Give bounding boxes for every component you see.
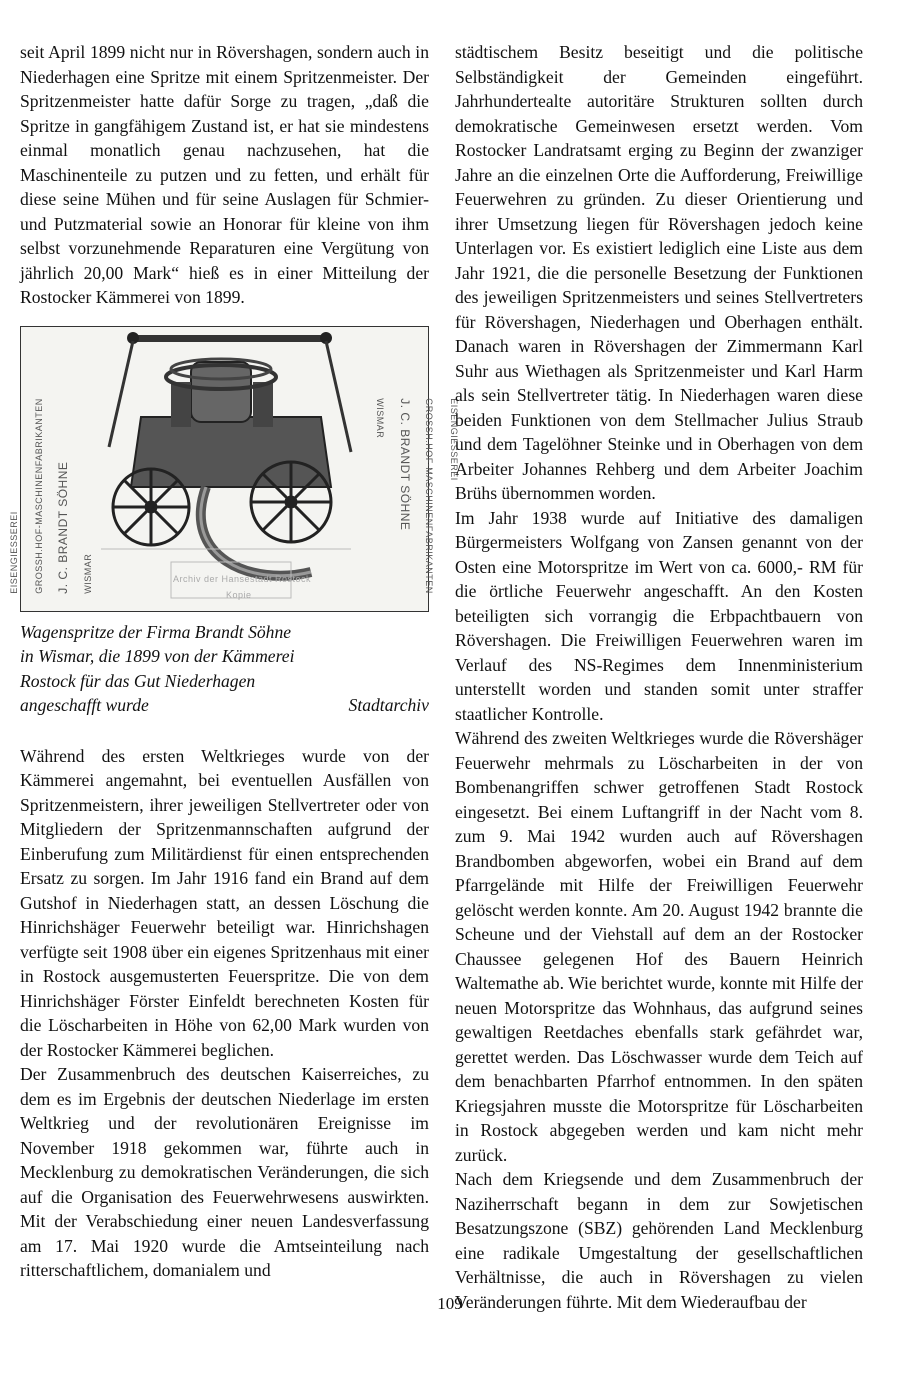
paragraph: Während des zweiten Weltkrieges wurde die Rövershäger Feuerwehr mehrmals zu Löscharbeiten in der von Bombenangriffen schwer getroffenen Stadt Rostock eingesetzt. Bei einem Luftangriff in der Nacht vom 8. zum 9. Mai 1942 wurden auch auf Rövershagen Brandbomben abgeworfen, wobei ein Brand auf dem Pfarrgelände mit Hilfe der Freiwilligen Feuerwehr gelöscht werden konnte. Am 20. August 1942 brannte die Scheune und der Viehstall auf dem an der Rostocker Chaussee gelegenen Hof des Bauern Heinrich Waltemathe ab. Wie berichtet wurde, konnte mit Hilfe der neuen Motorspritze das Wohnhaus, das aufgrund seines gewaltigen Reetdaches ebenfalls stark gefährdet war, gerettet werden. Das Löschwasser wurde dem Teich auf dem benachbarten Pfarrhof entnommen. In den späten Kriegsjahren musste die Motorspritze für Löscharbeiten in Rostock abgegeben werden und kam nicht mehr zurück. (455, 728, 863, 1165)
left-column (8, 40, 459, 1283)
paragraph: Der Zusammenbruch des deutschen Kaiserreiches, zu dem es im Ergebnis der deutschen Niederlage im ersten Weltkrieg und der revolutionären Ereignisse im November 1918 gekommen war, führte auch in Mecklenburg zu demokratischen Veränderungen, die sich auf die Organisation des Feuerwehrwesens auswirkten. Mit der Verabschiedung einer neuen Landesverfassung am 17. Mai 1920 wurde die Amtseinteilung nach ritterschaftlichem, domanialem und (20, 1064, 429, 1280)
paragraph: seit April 1899 nicht nur in Rövershagen, sondern auch in Niederhagen eine Spritze mit einem Spritzenmeister. Der Spritzenmeister hatte dafür Sorge zu tragen, „daß die Spritze in gangfähigem Zustand ist, er hat sie mindestens einmal monatlich genau nachzusehen, hat die Maschinenteile zu putzen und zu fetten, und erhält für diese seine Mühen und für seine Auslagen für Schmier- und Putzmaterial sowie an Honorar für kleine von ihm selbst vorzunehmende Reparaturen eine Vergütung von jährlich 20,00 Mark“ hieß es in einer Mitteilung der Rostocker Kämmerei von 1899. (20, 42, 429, 307)
maker-stamp-right: EISENGIESSEREI GROSSH.HOF-MASCHINENFABRIKANTEN J. C. BRANDT SÖHNE WISMAR (375, 397, 459, 594)
caption-credit: Stadtarchiv (348, 695, 429, 715)
archive-stamp: Archiv der Hansestadt Rostock (173, 573, 312, 584)
paragraph: städtischem Besitz beseitigt und die politische Selbständigkeit der Gemeinden eingeführt. Jahrhundertealte autoritäre Strukturen sollten durch demokratische Gemeinwesen ersetzt werden. Vom Rostocker Landratsamt erging zu Beginn der zwanziger Jahre an die einzelnen Orte die Aufforderung, Freiwillige Feuerwehren zu gründen. Zu dieser Orientierung und ihrer Umsetzung liegen für Rövershagen jedoch keine Unterlagen vor. Es existiert lediglich eine Liste aus dem Jahr 1921, die die personelle Besetzung der Funktionen des jeweiligen Spritzenmeisters und seines Stellvertreters für Rövershagen, Niederhagen und Oberhagen enthält. Danach waren in Rövershagen der Zimmermann Karl Suhr aus Wiethagen als Spritzenmeister und Karl Harm als sein Stellvertreter tätig. In Niederhagen waren diese beiden Funktionen von dem Stellmacher Julius Straub und dem Tagelöhner Steinke und in Oberhagen von dem Arbeiter Johannes Rehberg und dem Arbeiter Joachim Brühs übernommen worden. (455, 42, 863, 503)
caption-credit-row (20, 693, 429, 718)
page-number: 109 (437, 1294, 463, 1313)
right-column (455, 40, 863, 1314)
fire-engine-figure (8, 326, 459, 612)
paragraph: Nach dem Kriegsende und dem Zusammenbruch der Naziherrschaft begann in dem zur Sowjetischen Besatzungszone (SBZ) gehörenden Land Mecklenburg eine radikale Umgestaltung der gesellschaftlichen Verhältnisse, die auch in Rövershagen zu vielen Veränderungen führte. Mit dem Wiederaufbau der (455, 1169, 863, 1312)
copy-stamp: Kopie (226, 589, 252, 600)
caption-line: Rostock für das Gut Niederhagen (20, 670, 256, 691)
paragraph: Im Jahr 1938 wurde auf Initiative des damaligen Bürgermeisters Wolfgang von Zansen genannt von der Osten eine Motorspritze im Wert von ca. 6000,- RM für die örtliche Feuerwehr angeschafft. An den Kosten beteiligten sich vorrangig die Erbpachtbauern von Rövershagen. Die Freiwilligen Feuerwehren waren im Verlauf des NS-Regimes dem Innenministerium unterstellt worden und standen somit unter straffer staatlicher Kontrolle. (455, 507, 863, 724)
caption-line: angeschafft wurde (20, 695, 149, 715)
caption-line: in Wismar, die 1899 von der Kämmerei (20, 646, 295, 666)
caption-line: Wagenspritze der Firma Brandt Söhne (20, 621, 292, 642)
maker-stamp-left: EISENGIESSEREI GROSSH.HOF-MASCHINENFABRIKANTEN J. C. BRANDT SÖHNE WISMAR (8, 397, 93, 594)
figure-caption (20, 620, 429, 718)
paragraph: Während des ersten Weltkrieges wurde von der Kämmerei angemahnt, bei eventuellen Ausfällen von Spritzenmeistern, ihrer jeweiligen Stellvertreter oder von Mitgliedern der Spritzenmannschaften aufgrund der Einberufung zum Militärdienst für einen entsprechenden Ersatz zu sorgen. Im Jahr 1916 fand ein Brand auf dem Gutshof in Niederhagen statt, an dessen Löschung die Hinrichshäger Feuerwehr beteiligt war. Hinrichshagen verfügte seit 1908 über ein eigenes Spritzenhaus mit einer in Rostock ausgemusterten Feuerspritze. Die von dem Hinrichshäger Förster Einfeldt berechneten Kosten für die Löscharbeiten in Höhe von 62,00 Mark wurden von der Rostocker Kämmerei beglichen. (20, 745, 429, 1060)
